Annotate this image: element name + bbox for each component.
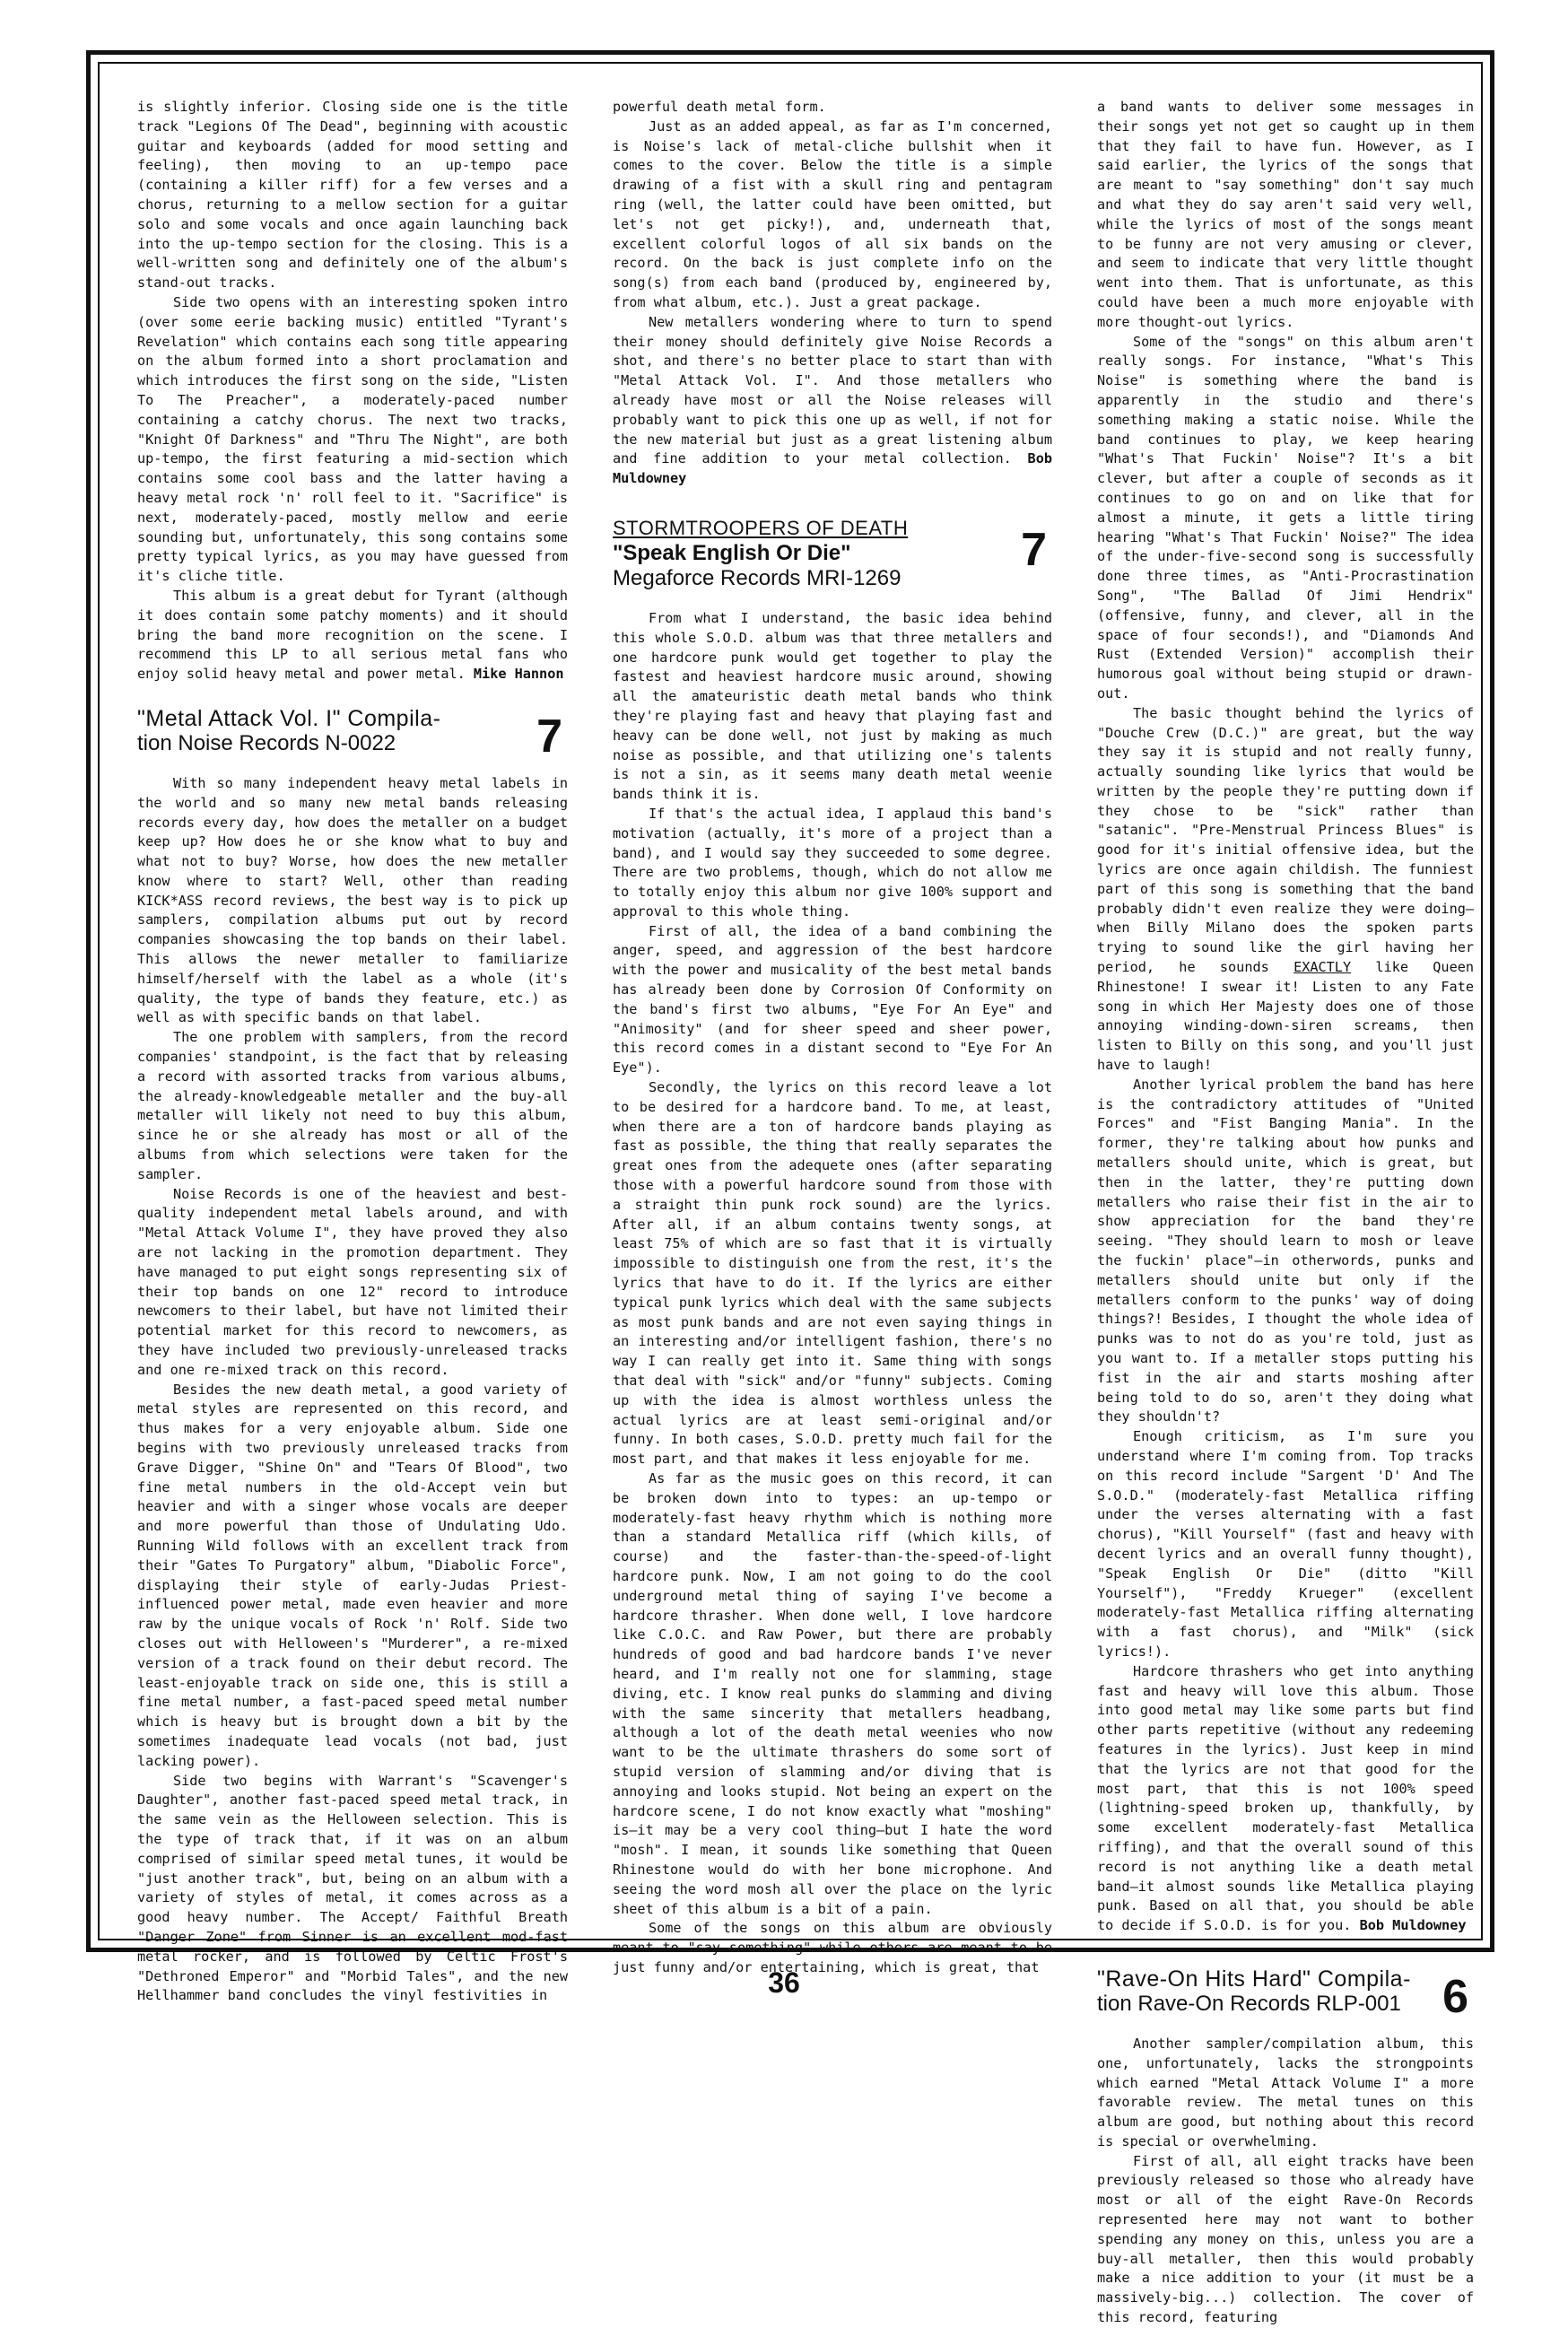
column-1 bbox=[137, 98, 568, 2004]
paragraph: With so many independent heavy metal labels in the world and so many new metal bands releasing records every day, how does the metaller on a budget keep up? How does he or she know what to buy and what not to buy? Worse, how does the new metaller know where to start? Well, other than reading KICK*ASS record reviews, the best way is to pick up samplers, compilation albums put out by record companies showcasing the top bands on their label. This allows the newer metaller to familiarize himself/herself with the label as a whole (it's quality, the type of bands they feature, etc.) as well as with specific bands on that label. bbox=[137, 774, 568, 1026]
review-title: "Rave-On Hits Hard" Compila- bbox=[1097, 1966, 1411, 1992]
column-3 bbox=[1097, 98, 1474, 2326]
paragraph bbox=[137, 587, 568, 684]
paragraph: From what I understand, the basic idea behind this whole S.O.D. album was that three metallers and one hardcore punk would get together to play the fastest and heaviest hardcore music around, showing all the amateuristic death metal bands who think they're playing fast and heavy that playing fast and heavy can be done well, not just by making as much noise as possible, and that utilizing one's talents is not a sin, as it seems many death metal weenie bands think it is. bbox=[613, 609, 1052, 803]
paragraph: is slightly inferior. Closing side one is the title track "Legions Of The Dead", beginning with acoustic guitar and keyboards (added for mood setting and feeling), then moving to an up-tempo pace (containing a killer riff) for a few verses and a chorus, returning to a mellow section for a guitar solo and some vocals and once again launching back into the up-tempo section for the closing. This is a well-written song and definitely one of the album's stand-out tracks. bbox=[137, 99, 568, 292]
paragraph-text: like Queen Rhinestone! I swear it! Listen to any Fate song in which Her Majesty does one of those annoying winding-down-siren screams, then listen to Billy on this song, and you'll just have to laugh! bbox=[1097, 959, 1474, 1074]
review-label: tion Noise Records N-0022 bbox=[137, 730, 396, 755]
reviewer-byline: Bob Muldowney bbox=[613, 450, 1052, 487]
paragraph: powerful death metal form. bbox=[613, 99, 826, 115]
reviewer-byline: Mike Hannon bbox=[473, 666, 564, 683]
paragraph-text: Hardcore thrashers who get into anything fast and heavy will love this album. Those into good metal may like some parts but find other parts repetitive (without any redeeming features in the lyrics). Just keep in mind that the lyrics are not that good for the most part, that this is not 100% speed (lightning-speed broken up, thankfully, by some excellent moderately-fast Metallica riffing), and that the overall sound of this record is not anything like a death metal band—it almost sounds like Metallica playing punk. Based on all that, you should be able to decide if S.O.D. is for you. bbox=[1097, 1662, 1474, 1934]
review-band: STORMTROOPERS OF DEATH bbox=[613, 516, 909, 539]
paragraph: Noise Records is one of the heaviest and best-quality independent metal labels around, and with "Metal Attack Volume I", they have proved they also are not lacking in the promotion department. They have managed to put eight songs representing six of their top bands on one 12" record to introduce newcomers to their label, but have not limited their potential market for this record to newcomers, as they have included two previously-unreleased tracks and one re-mixed track on this record. bbox=[137, 1185, 568, 1378]
review-title: "Speak English Or Die" bbox=[613, 540, 851, 565]
reviewer-byline: Bob Muldowney bbox=[1359, 1917, 1467, 1934]
paragraph: Another sampler/compilation album, this one, unfortunately, lacks the strongpoints which earned "Metal Attack Volume I" a more favorable review. The metal tunes on this album are good, but nothing about this record is special or overwhelming. bbox=[1097, 2035, 1474, 2149]
paragraph: First of all, all eight tracks have been previously released so those who already have most or all of the eight Rave-On Records represented here may not want to bother spending any money on this, unless you are a buy-all metaller, then this would probably make a nice addition to your (it must be a massively-big...) collection. The cover of this record, featuring bbox=[1097, 2152, 1474, 2326]
review-header-metal-attack bbox=[137, 705, 568, 763]
paragraph: First of all, the idea of a band combining the anger, speed, and aggression of the best hardcore with the power and musicality of the best metal bands has already been done by Corrosion Of Conformity on the band's first two albums, "Eye For An Eye" and "Animosity" (and for sheer speed and sheer power, this record comes in a distant second to "Eye For An Eye"). bbox=[613, 922, 1052, 1077]
page-number: 36 bbox=[768, 1966, 800, 1999]
review-title: "Metal Attack Vol. I" Compila- bbox=[137, 705, 441, 731]
paragraph: Besides the new death metal, a good variety of metal styles are represented on this record, and thus makes for a very enjoyable album. Side one begins with two previously unreleased tracks from Grave Digger, "Shine On" and "Tears Of Blood", two fine metal numbers in the old-Accept vein but heavier and with a singer whose vocals are deeper and more powerful than those of Undulating Udo. Running Wild follows with an excellent track from their "Gates To Purgatory" album, "Diabolic Force", displaying their style of early-Judas Priest-influenced power metal, made even heavier and more raw by the unique vocals of Rock 'n' Rolf. Side two closes out with Helloween's "Murderer", a re-mixed version of a track found on their debut record. The least-enjoyable track on side one, this is still a fine metal number, a fast-paced speed metal number which is heavy but is brought down a bit by the sometimes inadequate lead vocals (not bad, just lacking power). bbox=[137, 1381, 568, 1769]
paragraph bbox=[1097, 704, 1474, 1076]
review-label: tion Rave-On Records RLP-001 bbox=[1097, 1991, 1401, 2016]
paragraph: Enough criticism, as I'm sure you understand where I'm coming from. Top tracks on this record include "Sargent 'D' And The S.O.D." (moderately-fast Metallica riffing under the verses alternating with a fast chorus), "Kill Yourself" (fast and heavy with decent lyrics and an overall funny thought), "Speak English Or Die" (ditto "Kill Yourself"), "Freddy Krueger" (excellent moderately-fast Metallica riffing alternating with a fast chorus), and "Milk" (sick lyrics!). bbox=[1097, 1428, 1474, 1660]
column-2 bbox=[613, 98, 1052, 1975]
paragraph: Side two begins with Warrant's "Scavenger's Daughter", another fast-paced speed metal track, in the same vein as the Helloween selection. This is the type of track that, if it was on an album comprised of similar speed metal tunes, it would be "just another track", but, being on an album with a variety of styles of metal, it comes across as a good heavy number. The Accept/ Faithful Breath "Danger Zone" from Sinner is an excellent mod-fast metal rocker, and is followed by Celtic Frost's "Dethroned Emperor" and "Morbid Tales", and the new Hellhammer band concludes the vinyl festivities in bbox=[137, 1772, 568, 2004]
paragraph-text: This album is a great debut for Tyrant (although it does contain some patchy moments) and it should bring the band more recognition on the scene. I recommend this LP to all serious metal fans who enjoy solid heavy metal and power metal. bbox=[137, 587, 568, 683]
paragraph: Another lyrical problem the band has here is the contradictory attitudes of "United Forces" and "Fist Banging Mania". In the former, they're talking about how punks and metallers should unite, which is great, but then in the latter, they're putting down metallers who raise their fist in the air to show appreciation for the band they're seeing. "They should learn to mosh or leave the fuckin' place"—in otherwords, punks and metallers should unite but only if the metallers conform to the punks' way of doing things?! Besides, I thought the whole idea of punks was to not do as you're told, just as you want to. If a metaller stops putting his fist in the air and starts moshing after being told to do so, aren't they doing what they shouldn't? bbox=[1097, 1076, 1474, 1426]
paragraph: Just as an added appeal, as far as I'm concerned, is Noise's lack of metal-cliche bullshit when it comes to the cover. Below the title is a simple drawing of a fist with a skull ring and pentagram ring (well, the latter could have been omitted, but let's not get picky!), and, underneath that, excellent colorful logos of all six bands on the record. On the back is just complete info on the song(s) from each band (produced by, engineered by, from what album, etc.). Just a great package. bbox=[613, 118, 1052, 310]
paragraph: Some of the "songs" on this album aren't really songs. For instance, "What's This Noise" is something where the band is apparently in the studio and there's something making a static noise. While the band continues to play, we keep hearing "What's That Fuckin' Noise"? It's a bit clever, but after a couple of seconds as it continues to go on and on like that for almost a minute, it gets a little tiring hearing "What's That Fuckin' Noise?" The idea of the under-five-second song is successfully done three times, as "Anti-Procrastination Song", "The Ballad Of Jimi Hendrix" (offensive, funny, and clever, all in the space of four seconds!), and "Diamonds And Rust (Extended Version)" accomplish their humorous goal without being stupid or drawn-out. bbox=[1097, 333, 1474, 702]
review-header-sod bbox=[613, 516, 1052, 591]
paragraph: If that's the actual idea, I applaud this band's motivation (actually, it's more of a project than a band), and I would say they succeeded to some degree. There are two problems, though, which do not allow me to totally enjoy this album nor give 100% support and approval to this whole thing. bbox=[613, 805, 1052, 920]
paragraph-text: The basic thought behind the lyrics of "Douche Crew (D.C.)" are great, but the way they say it is stupid and not really funny, actually sounding like lyrics that would be written by the people they're putting down if they chose to be "sick" rather than "satanic". "Pre-Menstrual Princess Blues" is good for it's initial offensive idea, but the lyrics are once again childish. The funniest part of this song is something that the band probably didn't even realize they were doing—when Billy Milano does the spoken parts trying to sound like the girl having her period, he sounds bbox=[1097, 704, 1474, 976]
review-rating: 7 bbox=[536, 710, 562, 763]
paragraph: As far as the music goes on this record, it can be broken down into to types: an up-tempo or moderately-fast heavy rhythm which is nothing more than a standard Metallica riff (which kills, of course) and the faster-than-the-speed-of-light hardcore punk. Now, I am not going to do the cool underground metal thing of saying I've become a hardcore thrasher. When done well, I love hardcore like C.O.C. and Raw Power, but there are probably hundreds of good and bad hardcore bands I've never heard, and I'm really not one for slamming, stage diving, etc. I know real punks do slamming and diving with the same sincerity that metallers headbang, although a lot of the death metal weenies who now want to be the ultimate thrashers do some sort of stupid version of slamming and/or diving that is annoying and looks stupid. Not being an expert on the hardcore scene, I do not know exactly what "moshing" is—it may be a very cool thing—but I hate the word "mosh". I mean, it sounds like something that Queen Rhinestone would do with her bone microphone. And seeing the word mosh all over the place on the lyric sheet of this album is a bit of a pain. bbox=[613, 1470, 1052, 1917]
review-rating: 7 bbox=[1021, 523, 1047, 576]
paragraph: Side two opens with an interesting spoken intro (over some eerie backing music) entitled "Tyrant's Revelation" which contains each song title appearing on the album formed into a short proclamation and which introduces the first song on the side, "Listen To The Preacher", a moderately-paced number containing a catchy chorus. The next two tracks, "Knight Of Darkness" and "Thru The Night", are both up-tempo, the first featuring a mid-section which contains some cool bass and the latter having a heavy metal rock 'n' roll feel to it. "Sacrifice" is next, moderately-paced, mostly mellow and eerie sounding but, unfortunately, this song contains some pretty typical lyrics, as you may have guessed from it's cliche title. bbox=[137, 293, 568, 585]
paragraph: Some of the songs on this album are obviously meant to "say something" while others are meant to be just funny and/or entertaining, which is great, that bbox=[613, 1920, 1052, 1975]
paragraph: The one problem with samplers, from the record companies' standpoint, is the fact that by releasing a record with assorted tracks from various albums, the already-knowledgeable metaller and the buy-all metaller will likely not need to buy this album, since he or she already has most or all of the albums from which selections were taken for the sampler. bbox=[137, 1029, 568, 1182]
paragraph bbox=[1097, 1662, 1474, 1936]
paragraph: Secondly, the lyrics on this record leave a lot to be desired for a hardcore band. To me, at least, when there are a ton of hardcore bands playing as fast as possible, the thing that really separates the great ones from the adequete ones (after separating those with a powerful hardcore sound from those with a straight thin punk rock sound) are the lyrics. After all, if an album contains twenty songs, at least 75% of which are so fast that it is virtually impossible to distinguish one from the rest, it's the lyrics that have to do it. If the lyrics are either typical punk lyrics which deal with the same subjects as most punk bands and are not even saying things in an interesting and/or intelligent fashion, there's no way I can really get into it. Same thing with songs that deal with "sick" and/or "funny" subjects. Coming up with the idea is almost worthless unless the actual lyrics are at least semi-original and/or funny. In both cases, S.O.D. pretty much fail for the most part, and that makes it less enjoyable for me. bbox=[613, 1079, 1052, 1468]
review-label: Megaforce Records MRI-1269 bbox=[613, 565, 902, 590]
paragraph bbox=[613, 313, 1052, 489]
paragraph: a band wants to deliver some messages in their songs yet not get so caught up in them that they fail to have fun. However, as I said earlier, the lyrics of the songs that are meant to "say something" don't say much and what they do say aren't said very well, while the lyrics of most of the songs meant to be funny are not very amusing or clever, and seem to indicate that very little thought went into them. That is unfortunate, as this could have been a much more enjoyable with more thought-out lyrics. bbox=[1097, 99, 1474, 330]
emphasis-text: EXACTLY bbox=[1294, 959, 1352, 976]
paragraph-text: New metallers wondering where to turn to spend their money should definitely give Noise Records a shot, and there's no better place to start than with "Metal Attack Vol. I". And those metallers who already have most or all the Noise releases will probably want to pick this one up as well, if not for the new material but just as a great listening album and fine addition to your metal collection. bbox=[613, 313, 1052, 467]
review-rating: 6 bbox=[1442, 1970, 1468, 2023]
